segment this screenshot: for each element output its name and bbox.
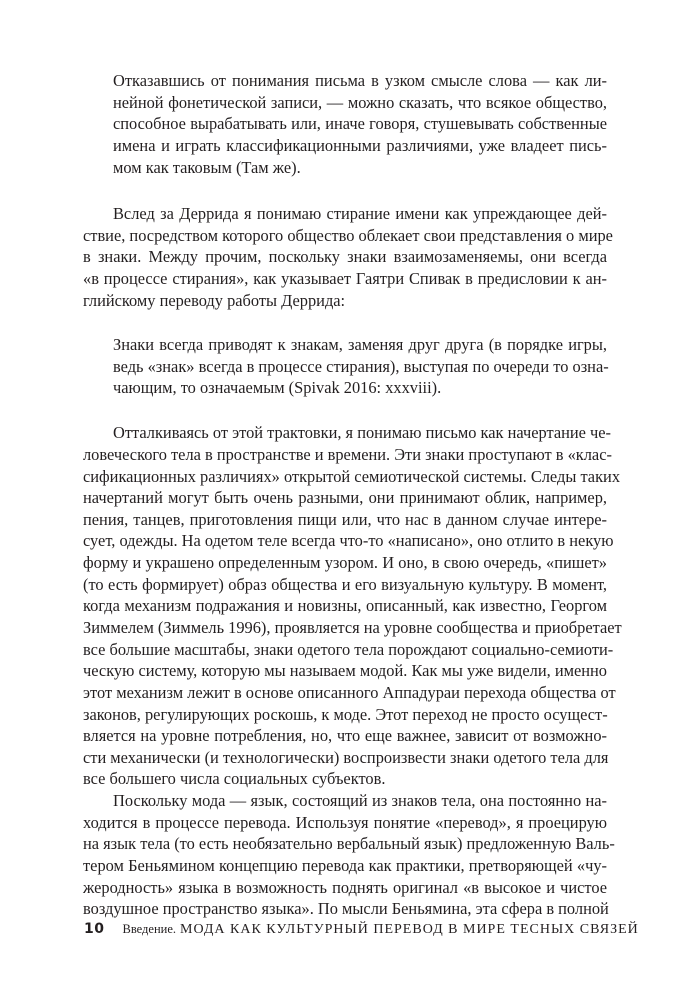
- text-line: ческую систему, которую мы называем модой. Как мы уже видели, именно: [83, 661, 607, 680]
- text-line: начертаний могут быть очень разными, они принимают облик, например,: [83, 488, 607, 507]
- text-line: мом как таковым (Там же).: [113, 158, 301, 177]
- text-line: на язык тела (то есть необязательно вербальный язык) предложенную Валь-: [83, 834, 615, 853]
- text-line: нейной фонетической записи, — можно сказать, что всякое общество,: [113, 93, 607, 112]
- text-line: ходится в процессе перевода. Используя понятие «перевод», я проецирую: [83, 813, 607, 832]
- text-line: глийскому переводу работы Деррида:: [83, 291, 346, 310]
- text-line: Вслед за Деррида я понимаю стирание имени как упреждающее дей-: [113, 204, 607, 223]
- text-line: Поскольку мода — язык, состоящий из знаков тела, она постоянно на-: [113, 791, 607, 810]
- text-line: сти механически (и технологически) воспроизвести знаки одетого тела для: [83, 748, 609, 767]
- text-line: Отталкиваясь от этой трактовки, я понимаю письмо как начертание че-: [113, 423, 612, 442]
- text-line: способное вырабатывать или, иначе говоря, стушевывать собственные: [113, 114, 607, 133]
- text-line: Знаки всегда приводят к знакам, заменяя друг друга (в порядке игры,: [113, 335, 607, 354]
- running-head-title: МОДА КАК КУЛЬТУРНЫЙ ПЕРЕВОД В МИРЕ ТЕСНЫХ СВЯЗЕЙ: [180, 922, 639, 937]
- text-line: законов, регулирующих роскошь, к моде. Этот переход не просто осущест-: [83, 705, 608, 724]
- text-line: вляется на уровне потребления, но, что еще важнее, зависит от возможно-: [83, 726, 607, 745]
- text-line: жеродность» языка в возможность поднять оригинал «в высокое и чистое: [83, 878, 607, 897]
- text-line: ловеческого тела в пространстве и времени. Эти знаки проступают в «клас-: [83, 445, 612, 464]
- text-line: (то есть формирует) образ общества и его визуальную культуру. В момент,: [83, 575, 607, 594]
- running-head-section: Введение.: [122, 922, 176, 936]
- page-footer: [84, 920, 639, 938]
- text-line: пения, танцев, приготовления пищи или, что нас в данном случае интере-: [83, 510, 607, 529]
- text-line: Зиммелем (Зиммель 1996), проявляется на уровне сообщества и приобретает: [83, 618, 622, 637]
- text-line: форму и украшено определенным узором. И оно, в свою очередь, «пишет»: [83, 553, 607, 572]
- text-line: чающим, то означаемым (Spivak 2016: xxxviii).: [113, 378, 442, 397]
- text-line: воздушное пространство языка». По мысли Беньямина, эта сфера в полной: [83, 899, 609, 918]
- text-line: когда механизм подражания и новизны, описанный, как известно, Георгом: [83, 596, 607, 615]
- text-line: сификационных различиях» открытой семиотической системы. Следы таких: [83, 467, 621, 486]
- text-line: сует, одежды. На одетом теле всегда что-то «написано», оно отлито в некую: [83, 531, 614, 550]
- text-line: все большего числа социальных субъектов.: [83, 769, 386, 788]
- text-line: Отказавшись от понимания письма в узком смысле слова — как ли-: [113, 71, 607, 90]
- text-line: в знаки. Между прочим, поскольку знаки взаимозаменяемы, они всегда: [83, 247, 607, 266]
- text-line: ведь «знак» всегда в процессе стирания), выступая по очереди то озна-: [113, 357, 609, 376]
- text-line: этот механизм лежит в основе описанного Аппадураи перехода общества от: [83, 683, 616, 702]
- text-line: имена и играть классификационными различиями, уже владеет пись-: [113, 136, 607, 155]
- page-number: 10: [84, 921, 105, 937]
- text-line: «в процессе стирания», как указывает Гаятри Спивак в предисловии к ан-: [83, 269, 607, 288]
- text-line: ствие, посредством которого общество облекает свои представления о мире: [83, 226, 613, 245]
- text-line: все большие масштабы, знаки одетого тела порождают социально-семиоти-: [83, 640, 614, 659]
- text-line: тером Беньямином концепцию перевода как практики, претворяющей «чу-: [83, 856, 607, 875]
